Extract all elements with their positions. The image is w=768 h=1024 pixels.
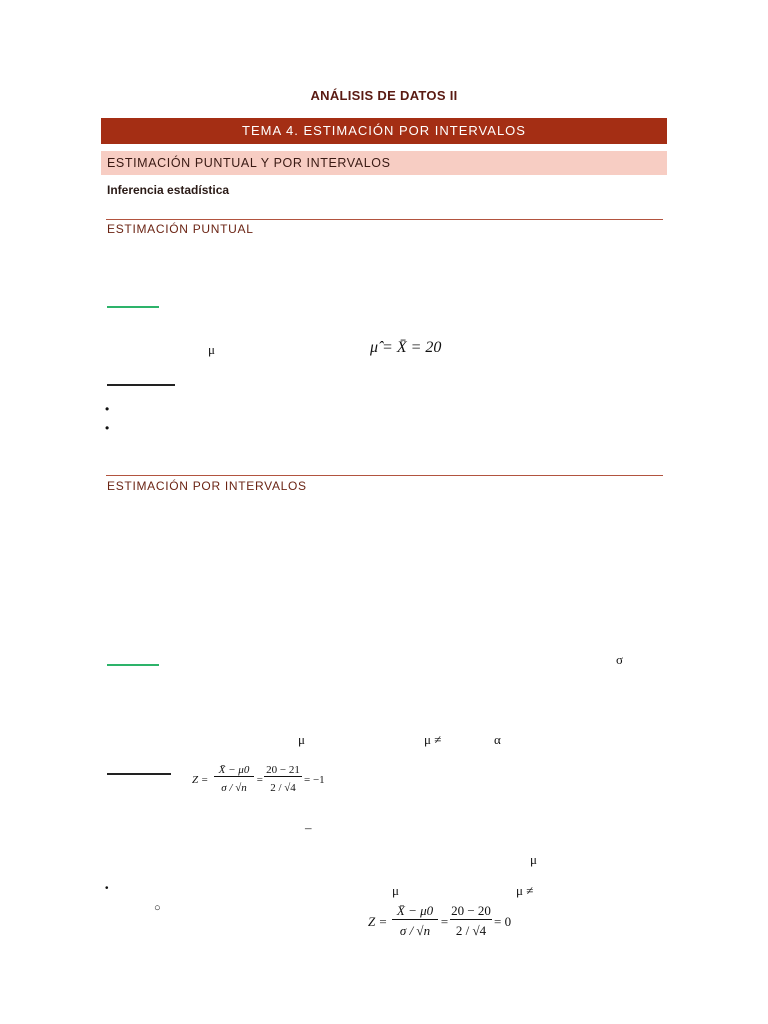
alpha-symbol: α (494, 732, 501, 747)
mu-neq-symbol-2: μ ≠ (516, 883, 534, 898)
green-underline-1 (107, 306, 159, 308)
dash-symbol: – (305, 820, 312, 835)
sigma-symbol: σ (616, 652, 624, 667)
mu-neq-symbol-1: μ ≠ (424, 732, 442, 747)
bullet-1: • (105, 402, 110, 416)
z2-numerator: X̄ − μ0 (392, 903, 438, 920)
z1-denominator: σ / √n (221, 782, 247, 794)
z1-result: = −1 (304, 774, 325, 786)
section-banner: ESTIMACIÓN PUNTUAL Y POR INTERVALOS (101, 151, 667, 175)
section-divider-1 (106, 219, 663, 220)
mu-symbol-3: μ (530, 852, 537, 867)
equals-sign-2: = (440, 914, 449, 929)
subtitle-inferencia: Inferencia estadística (107, 183, 230, 197)
mu-symbol-1: μ (208, 342, 215, 357)
z-label-1: Z = (192, 774, 209, 786)
green-underline-2 (107, 664, 159, 666)
z2-denominator-values: 2 / √4 (455, 923, 487, 938)
z2-denominator: σ / √n (399, 923, 431, 938)
heading-point-estimation: ESTIMACIÓN PUNTUAL (107, 222, 254, 236)
z2-result: = 0 (494, 914, 512, 929)
z1-numerator-values: 20 − 21 (264, 764, 302, 777)
bullet-2: • (105, 421, 110, 435)
z2-numerator-values: 20 − 20 (451, 903, 491, 918)
z1-numerator: X̄ − μ0 (214, 764, 254, 777)
black-underline-2 (107, 773, 171, 775)
black-underline-1 (107, 384, 175, 386)
heading-interval-estimation: ESTIMACIÓN POR INTERVALOS (107, 479, 307, 493)
bullet-3: • (105, 883, 109, 894)
mu-symbol-2: μ (298, 732, 305, 747)
hollow-bullet: ○ (154, 902, 161, 914)
z1-denominator-values: 2 / √4 (270, 782, 296, 794)
z-label-2: Z = (368, 914, 388, 929)
document-title: ANÁLISIS DE DATOS II (310, 88, 458, 103)
point-estimate-equation: μ̂ = X̄ = 20 (370, 339, 442, 356)
topic-banner: TEMA 4. ESTIMACIÓN POR INTERVALOS (101, 118, 667, 144)
section-divider-2 (106, 475, 663, 476)
mu-symbol-4: μ (392, 883, 399, 898)
z-equation-2 (368, 902, 528, 944)
z-equation-1 (190, 762, 330, 802)
equals-sign-1: = (256, 774, 264, 786)
